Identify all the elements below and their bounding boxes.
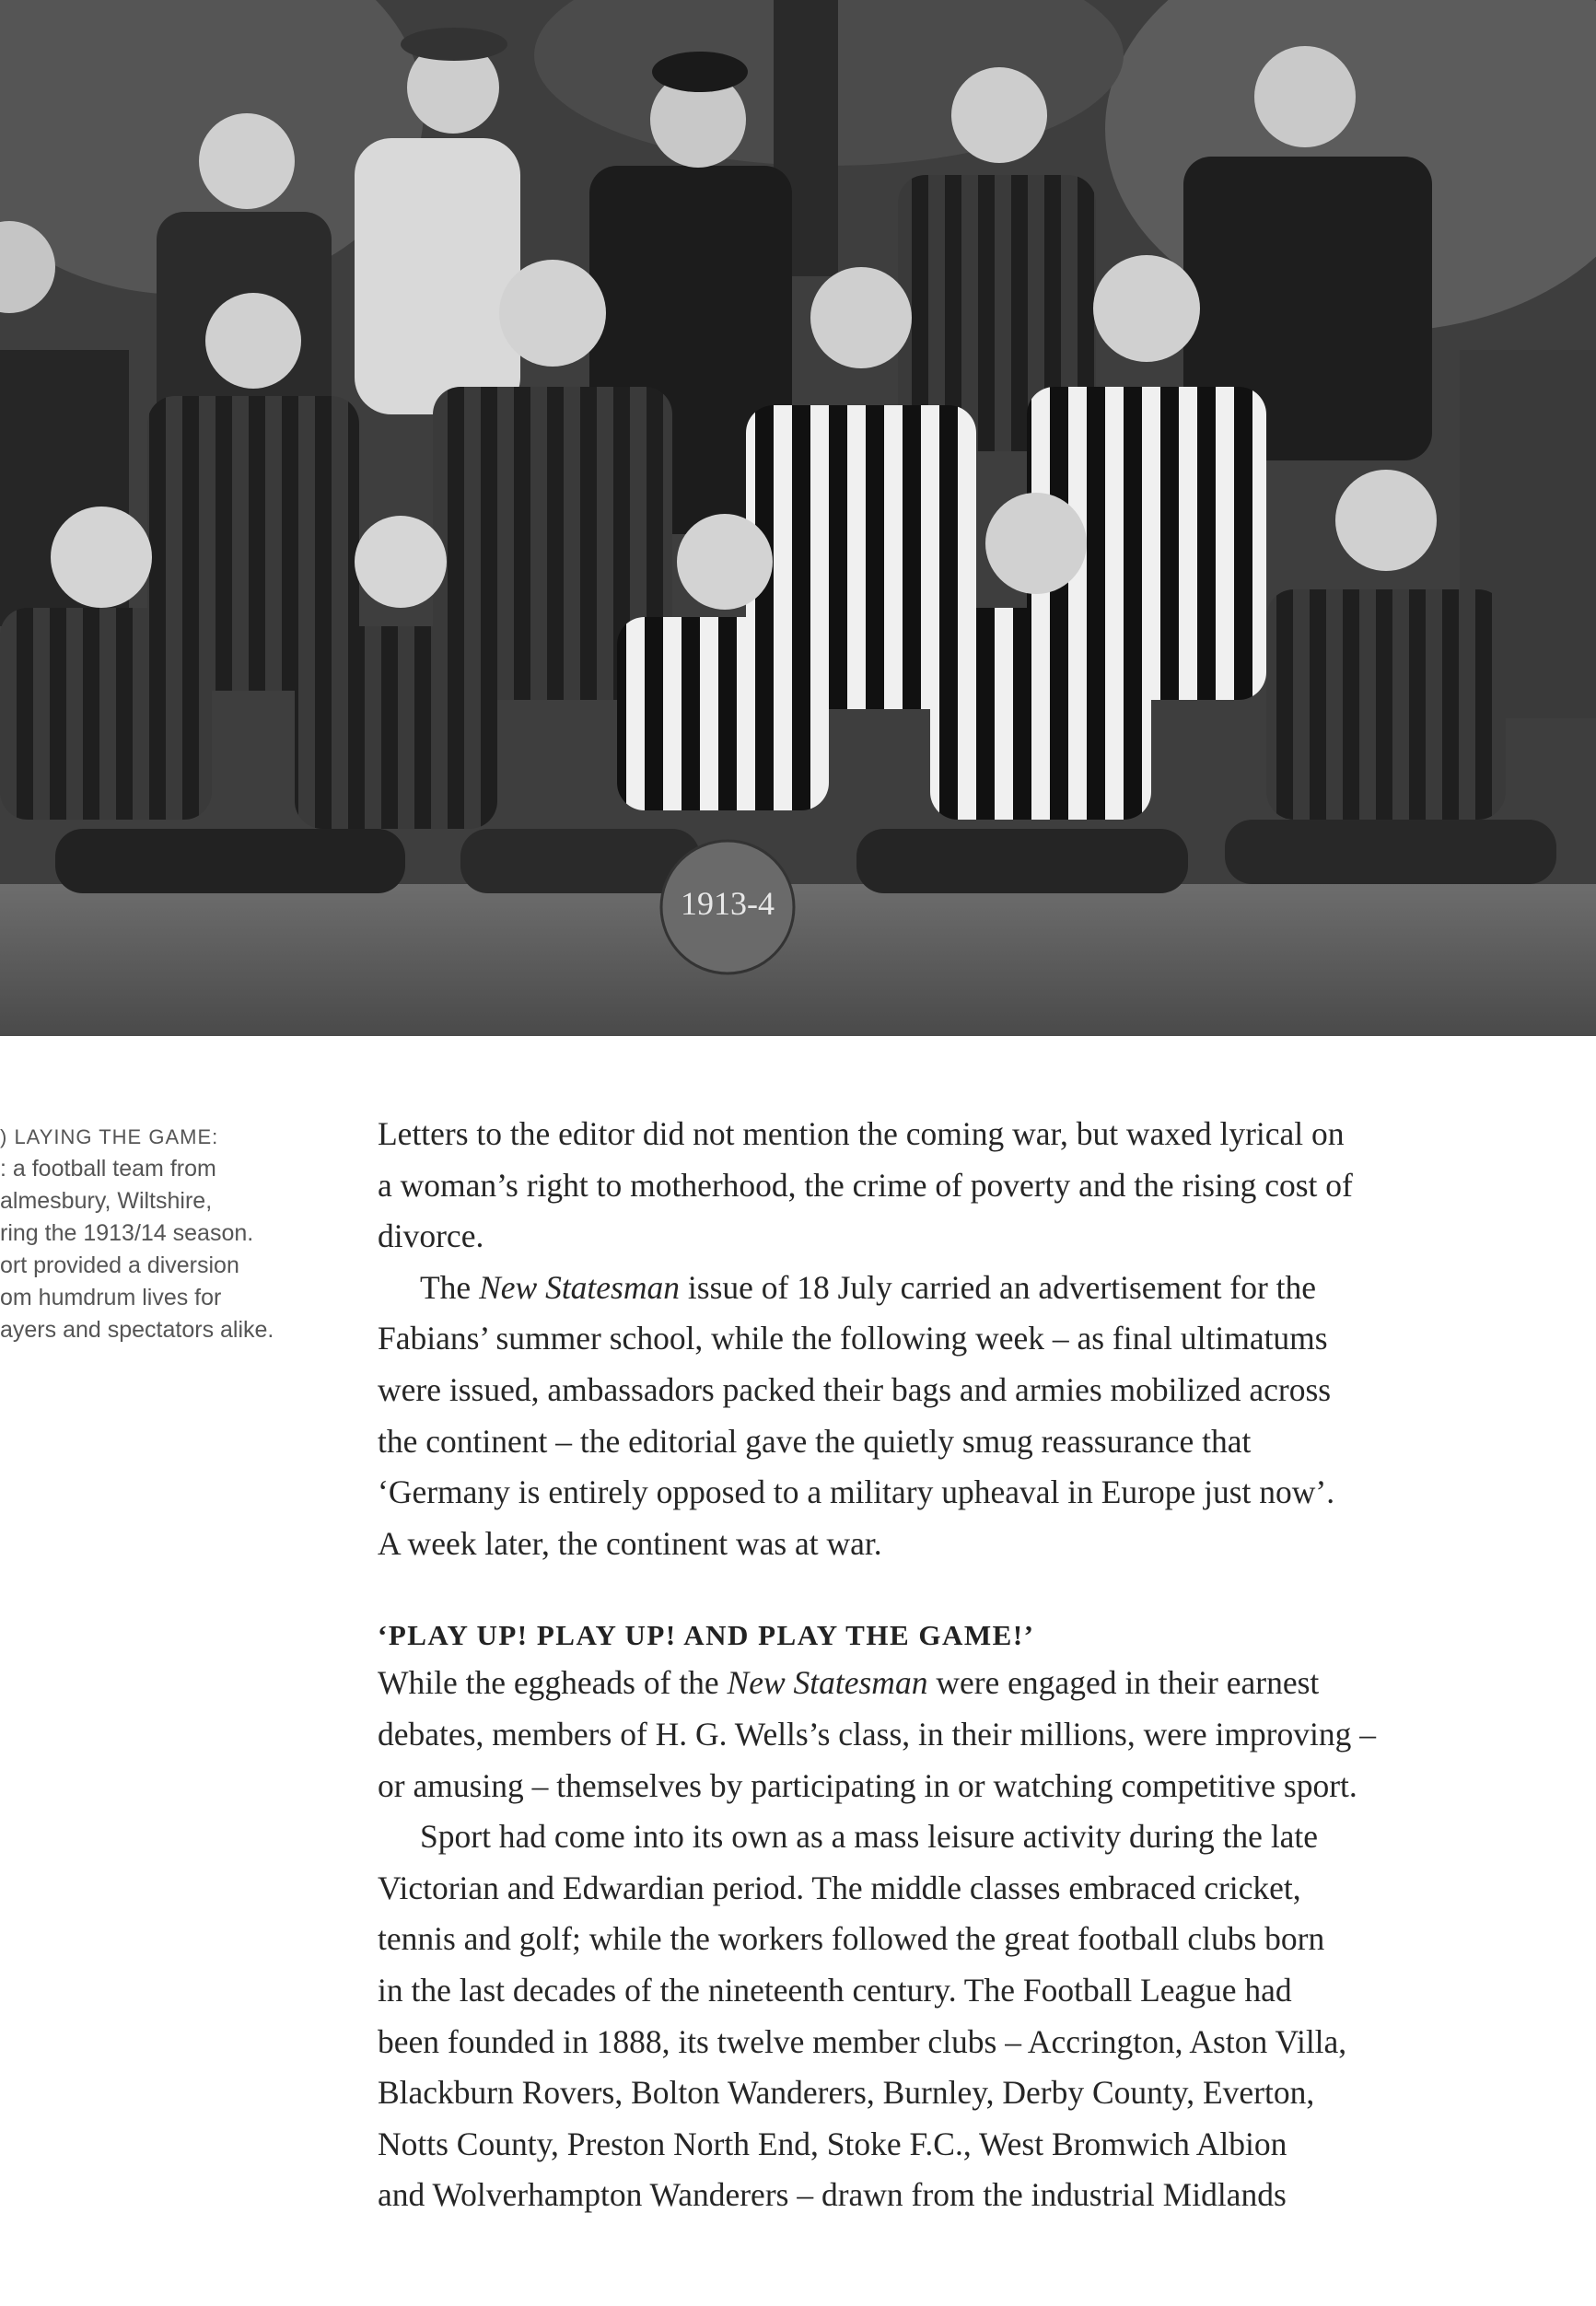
caption-line: : a football team from <box>0 1156 216 1182</box>
text-line <box>378 1658 1575 1709</box>
text-fragment: While the eggheads of the <box>378 1664 728 1702</box>
text-line: a woman’s right to motherhood, the crime of poverty and the rising cost of <box>378 1166 1353 1204</box>
text-line: were issued, ambassadors packed their bags and armies mobilized across <box>378 1370 1332 1408</box>
text-fragment: The <box>420 1268 480 1306</box>
text-fragment: were engaged in their earnest <box>927 1664 1320 1702</box>
paragraph-3 <box>378 1658 1575 1811</box>
section-heading: ‘PLAY UP! PLAY UP! AND PLAY THE GAME!’ <box>378 1619 1035 1652</box>
paragraph-4 <box>378 1811 1575 2221</box>
caption-line: almesbury, Wiltshire, <box>0 1188 213 1214</box>
text-line: Blackburn Rovers, Bolton Wanderers, Burnley, Derby County, Everton, <box>378 2074 1315 2112</box>
text-line: the continent – the editorial gave the quietly smug reassurance that <box>378 1422 1252 1460</box>
text-line: A week later, the continent was at war. <box>378 1524 882 1562</box>
caption-title: ) LAYING THE GAME: <box>0 1125 219 1148</box>
text-line: in the last decades of the nineteenth century. The Football League had <box>378 1971 1292 2009</box>
text-line: Fabians’ summer school, while the following week – as final ultimatums <box>378 1320 1328 1357</box>
football <box>661 841 794 973</box>
text-line: debates, members of H. G. Wells’s class, in their millions, were improving – <box>378 1715 1376 1753</box>
article-body <box>378 1109 1575 2221</box>
photo-caption <box>0 1121 318 1346</box>
text-line: been founded in 1888, its twelve member clubs – Accrington, Aston Villa, <box>378 2022 1347 2060</box>
text-line: Letters to the editor did not mention the coming war, but waxed lyrical on <box>378 1115 1345 1152</box>
text-line: ‘Germany is entirely opposed to a military upheaval in Europe just now’. <box>378 1473 1335 1511</box>
paragraph-1 <box>378 1109 1575 1263</box>
text-line <box>378 1263 1575 1314</box>
team-photograph <box>0 0 1596 1036</box>
paragraph-2 <box>378 1263 1575 1570</box>
text-line: or amusing – themselves by participating in or watching competitive sport. <box>378 1766 1357 1804</box>
text-line: tennis and golf; while the workers followed the great football clubs born <box>378 1920 1325 1958</box>
caption-line: ayers and spectators alike. <box>0 1317 274 1343</box>
caption-line: ort provided a diversion <box>0 1252 239 1278</box>
text-line: Notts County, Preston North End, Stoke F.C., West Bromwich Albion <box>378 2125 1287 2162</box>
text-line: Sport had come into its own as a mass leisure activity during the late <box>420 1818 1319 1856</box>
text-fragment: issue of 18 July carried an advertisement for the <box>680 1268 1317 1306</box>
team-photo-illustration <box>0 0 1596 1036</box>
caption-line: ring the 1913/14 season. <box>0 1220 254 1246</box>
text-line: Victorian and Edwardian period. The middle classes embraced cricket, <box>378 1869 1301 1906</box>
text-line: and Wolverhampton Wanderers – drawn from the industrial Midlands <box>378 2176 1287 2214</box>
publication-title: New Statesman <box>479 1268 681 1306</box>
publication-title: New Statesman <box>727 1664 928 1702</box>
ball-label: 1913-4 <box>681 885 775 922</box>
text-line: divorce. <box>378 1217 484 1255</box>
caption-line: om humdrum lives for <box>0 1285 222 1310</box>
